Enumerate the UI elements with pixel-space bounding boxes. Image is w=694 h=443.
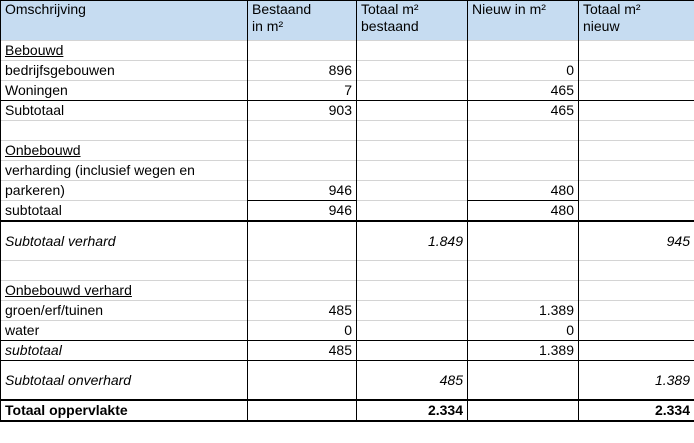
- subtotal-label: subtotaal: [1, 341, 248, 361]
- totaal-nieuw-value: 2.334: [579, 400, 694, 421]
- table-row: [1, 161, 694, 181]
- row-label: water: [1, 321, 248, 341]
- totaal-nieuw-value: 1.389: [579, 361, 694, 401]
- empty-row: [1, 121, 694, 141]
- nieuw-value: 465: [468, 101, 579, 121]
- nieuw-value: 480: [468, 201, 579, 222]
- table-row: [1, 81, 694, 101]
- section-title-onbebouwd: Onbebouwd: [1, 141, 248, 161]
- header-row: [1, 1, 694, 41]
- nieuw-value: 480: [468, 181, 579, 201]
- table-row: [1, 181, 694, 201]
- subtotal-row: [1, 341, 694, 361]
- totaal-nieuw-value: 945: [579, 221, 694, 261]
- bestaand-value: 946: [248, 181, 357, 201]
- totaal-bestaand-value: 2.334: [357, 400, 468, 421]
- row-label: bedrijfsgebouwen: [1, 61, 248, 81]
- totaal-bestaand-value: 1.849: [357, 221, 468, 261]
- section-row: [1, 281, 694, 301]
- nieuw-value: 465: [468, 81, 579, 101]
- nieuw-value: 0: [468, 321, 579, 341]
- subtotal-verhard-row: [1, 221, 694, 261]
- section-title-onbebouwd-verhard: Onbebouwd verhard: [1, 281, 248, 301]
- subtotal-onverhard-label: Subtotaal onverhard: [1, 361, 248, 401]
- subtotal-onverhard-row: [1, 361, 694, 401]
- row-label: parkeren): [1, 181, 248, 201]
- subtotal-row: [1, 101, 694, 121]
- section-title-bebouwd: Bebouwd: [1, 41, 248, 61]
- row-label: Woningen: [1, 81, 248, 101]
- header-omschrijving: Omschrijving: [1, 1, 248, 41]
- bestaand-value: 896: [248, 61, 357, 81]
- table-row: [1, 61, 694, 81]
- table-row: [1, 301, 694, 321]
- row-label: groen/erf/tuinen: [1, 301, 248, 321]
- nieuw-value: 0: [468, 61, 579, 81]
- table-row: [1, 321, 694, 341]
- header-totaal-bestaand: Totaal m² bestaand: [357, 1, 468, 41]
- total-label: Totaal oppervlakte: [1, 400, 248, 421]
- section-row: [1, 141, 694, 161]
- nieuw-value: 1.389: [468, 341, 579, 361]
- bestaand-value: 485: [248, 301, 357, 321]
- bestaand-value: 0: [248, 321, 357, 341]
- empty-row: [1, 261, 694, 281]
- subtotal-verhard-label: Subtotaal verhard: [1, 221, 248, 261]
- subtotal-label: subtotaal: [1, 201, 248, 222]
- bestaand-value: 903: [248, 101, 357, 121]
- section-row: [1, 41, 694, 61]
- bestaand-value: 7: [248, 81, 357, 101]
- subtotal-label: Subtotaal: [1, 101, 248, 121]
- header-totaal-nieuw: Totaal m² nieuw: [579, 1, 694, 41]
- header-nieuw: Nieuw in m²: [468, 1, 579, 41]
- row-label: verharding (inclusief wegen en: [1, 161, 248, 181]
- bestaand-value: 485: [248, 341, 357, 361]
- total-row: [1, 400, 694, 421]
- subtotal-row: [1, 201, 694, 222]
- nieuw-value: 1.389: [468, 301, 579, 321]
- totaal-bestaand-value: 485: [357, 361, 468, 401]
- bestaand-value: 946: [248, 201, 357, 222]
- header-bestaand: Bestaand in m²: [248, 1, 357, 41]
